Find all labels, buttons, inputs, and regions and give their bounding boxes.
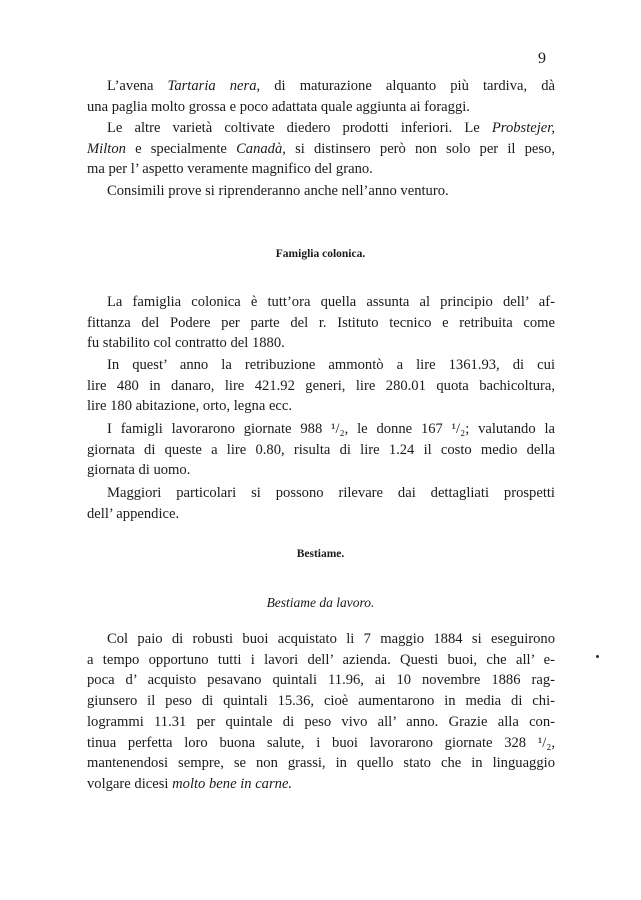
text-line <box>107 182 555 200</box>
text-line <box>107 420 555 438</box>
text-run: giornata di queste a lire 0.80, risulta di lire 1.24 il costo medio della <box>87 441 555 458</box>
section-heading: Bestiame. <box>296 548 345 560</box>
text-run: , di maturazione alquanto più tardiva, dà <box>256 78 555 94</box>
text-line <box>87 377 555 395</box>
text-line <box>87 713 555 731</box>
text-run: a tempo opportuno tutti i lavori dell’ azienda. Questi buoi, che all’ e- <box>87 651 555 668</box>
text-run: Col paio di robusti buoi acquistato li 7 maggio 1884 si eseguirono <box>107 631 555 647</box>
italic-text: molto bene in carne. <box>172 775 293 792</box>
text-line <box>87 505 555 523</box>
text-line <box>87 754 555 772</box>
text-run: La famiglia colonica è tutt’ora quella assunta al principio dell’ af- <box>107 294 555 310</box>
italic-text: Canadà <box>236 140 283 157</box>
text-run: lire 180 abitazione, orto, legna ecc. <box>87 398 293 415</box>
italic-text: Probstejer, <box>491 120 555 136</box>
text-line <box>87 671 555 689</box>
text-run: In quest’ anno la retribuzione ammontò a lire 1361.93, di cui <box>107 357 555 373</box>
text-line <box>107 484 555 502</box>
italic-text: Tartaria nera <box>167 78 257 94</box>
text-run: poca d’ acquisto pesavano quintali 11.96, ai 10 novembre 1886 rag- <box>87 672 555 689</box>
text-run: tinua perfetta loro buona salute, i buoi lavorarono giornate 328 ¹/₂, <box>87 734 555 751</box>
text-run: fittanza del Podere per parte del r. Istituto tecnico e retribuita come <box>87 314 555 331</box>
text-run: lire 480 in danaro, lire 421.92 generi, lire 280.01 quota bachicoltura, <box>87 377 555 394</box>
text-run: , si distinsero però non solo per il peso, <box>282 140 555 157</box>
text-run: mantenendosi sempre, se non grassi, in quello stato che in linguaggio <box>87 755 555 772</box>
text-run: Consimili prove si riprenderanno anche nell’anno venturo. <box>107 183 449 199</box>
section-heading: Famiglia colonica. <box>275 248 366 260</box>
text-line <box>87 314 555 332</box>
text-line <box>107 77 555 95</box>
text-run: volgare dicesi <box>87 775 173 792</box>
text-line <box>87 734 555 752</box>
text-line <box>87 775 555 793</box>
text-run: e specialmente <box>125 140 237 157</box>
text-line <box>87 461 555 479</box>
print-speck <box>596 655 599 658</box>
text-run: giornata di uomo. <box>87 462 191 479</box>
text-line <box>87 98 555 116</box>
text-line <box>87 140 555 158</box>
text-run: I famigli lavorarono giornate 988 ¹/₂, le donne 167 ¹/₂; valutando la <box>107 421 555 437</box>
text-run: Le altre varietà coltivate diedero prodotti inferiori. Le <box>107 120 492 136</box>
text-line <box>87 692 555 710</box>
text-run: logrammi 11.31 per quintale di peso vivo all’ anno. Grazie alla con- <box>87 713 555 730</box>
text-run: fu stabilito col contratto del 1880. <box>87 335 285 352</box>
text-line <box>87 334 555 352</box>
text-line <box>107 356 555 374</box>
text-run: giunsero il peso di quintali 15.36, cioè aumentarono in media di chi- <box>87 693 555 710</box>
text-line <box>107 293 555 311</box>
text-line <box>87 397 555 415</box>
text-run: L’avena <box>107 78 168 94</box>
text-run: ma per l’ aspetto veramente magnifico del grano. <box>87 161 373 178</box>
text-line <box>87 441 555 459</box>
text-line <box>107 630 555 648</box>
page-number: 9 <box>538 50 546 67</box>
text-run: dell’ appendice. <box>87 505 180 522</box>
text-line <box>87 160 555 178</box>
text-run: Maggiori particolari si possono rilevare dai dettagliati prospetti <box>107 485 555 501</box>
text-line <box>107 119 555 137</box>
text-line <box>87 651 555 669</box>
italic-text: Milton <box>87 140 126 157</box>
subsection-heading: Bestiame da lavoro. <box>266 595 375 610</box>
text-run: una paglia molto grossa e poco adattata quale aggiunta ai foraggi. <box>87 98 470 115</box>
